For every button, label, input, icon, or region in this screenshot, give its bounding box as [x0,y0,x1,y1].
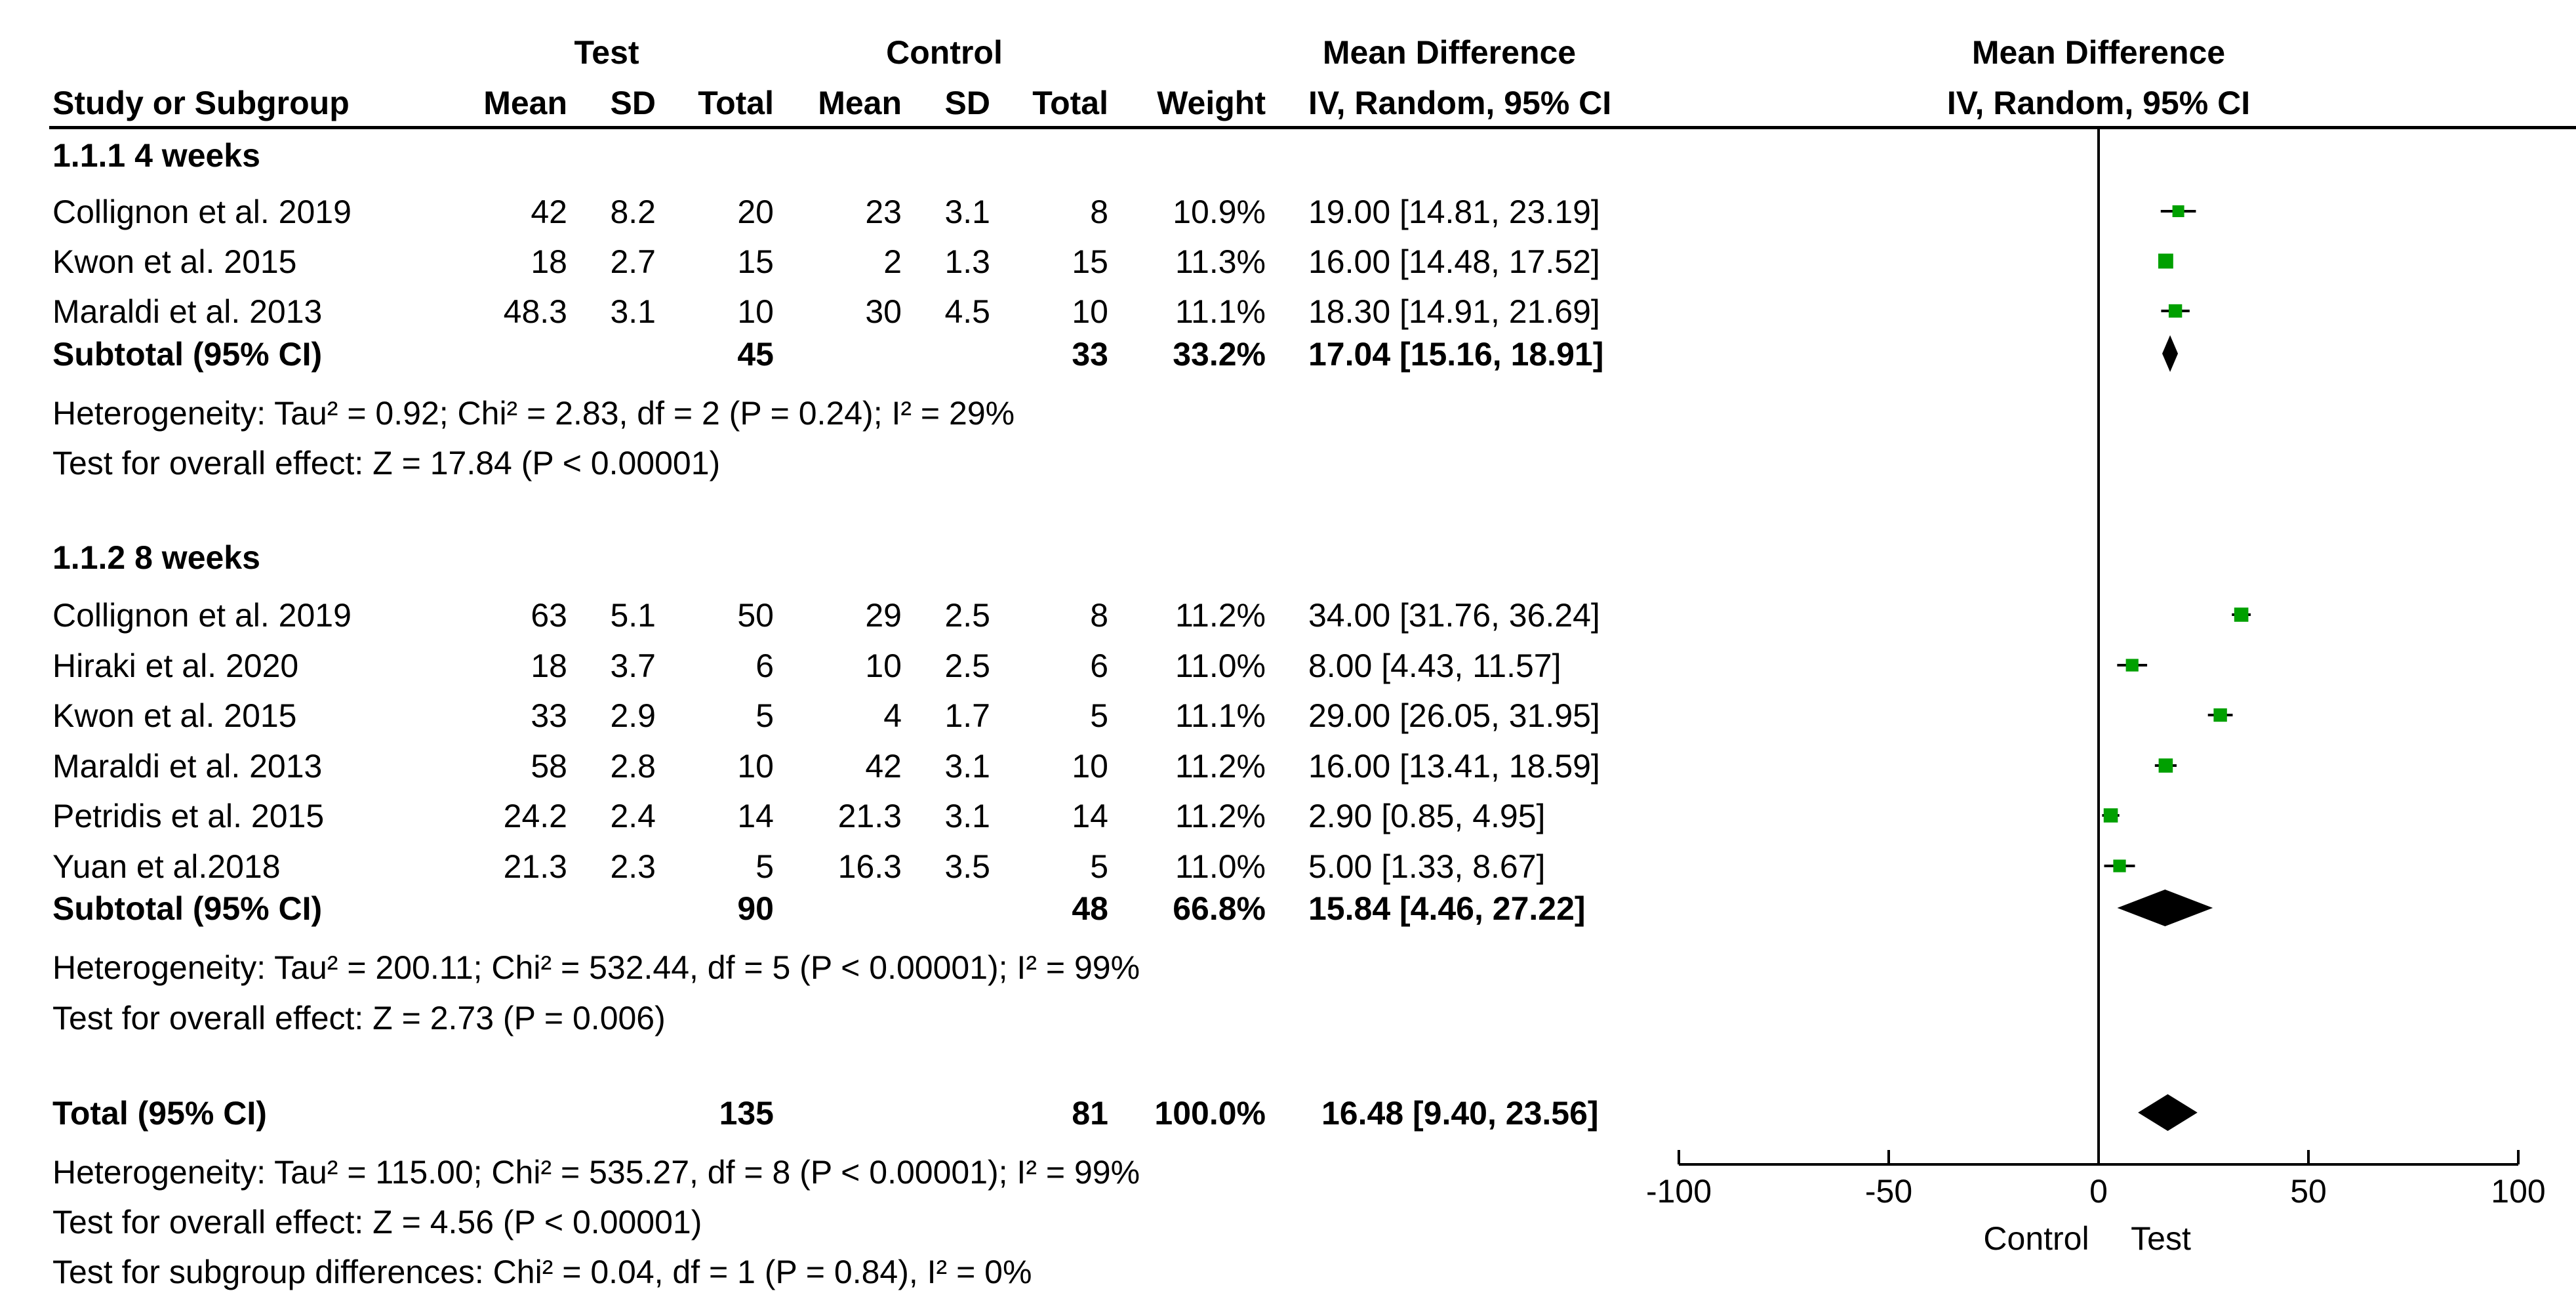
study-marker [2117,659,2147,671]
test-sd: 2.8 [610,748,656,785]
ci-value: 16.00 [13.41, 18.59] [1308,748,1600,785]
control-sd: 3.1 [944,194,990,230]
study-name: Maraldi et al. 2013 [52,748,323,785]
total-label: Total (95% CI) [52,1095,267,1132]
total-ci: 16.48 [9.40, 23.56] [1321,1095,1599,1132]
point-estimate-square [2126,659,2139,671]
study-name: Kwon et al. 2015 [52,243,297,280]
test-mean: 24.2 [503,798,567,834]
control-total: 5 [1090,848,1108,885]
weight-value: 11.2% [1175,748,1266,785]
test-mean: 18 [531,243,567,280]
control-sd: 2.5 [944,597,990,634]
point-estimate-square [2173,205,2184,217]
ci-value: 16.00 [14.48, 17.52] [1308,243,1600,280]
weight-value: 11.2% [1175,597,1266,634]
ci-value: 8.00 [4.43, 11.57] [1308,647,1561,684]
control-total: 5 [1090,697,1108,734]
control-sd: 4.5 [944,293,990,330]
subgroup-title: 1.1.2 8 weeks [52,539,260,576]
plot-subtitle: IV, Random, 95% CI [1946,85,2251,121]
subgroup-differences-text: Test for subgroup differences: Chi² = 0.04, df = 1 (P = 0.84), I² = 0% [52,1254,1032,1290]
study-marker [2232,607,2251,622]
test-mean: 18 [531,647,567,684]
control-mean: 42 [865,748,902,785]
total-control-total: 81 [1072,1095,1108,1132]
study-marker [2158,254,2173,269]
x-tick-label: -100 [1645,1173,1712,1210]
plot-title: Mean Difference [1971,34,2226,71]
test-sd: 2.9 [610,697,656,734]
test-total: 5 [755,848,774,885]
favours-control-label: Control [1983,1220,2089,1257]
study-name: Petridis et al. 2015 [52,798,325,834]
total-diamond [2138,1094,2198,1131]
study-name: Maraldi et al. 2013 [52,293,323,330]
point-estimate-square [2234,607,2249,622]
control-total: 14 [1072,798,1108,834]
test-total: 6 [755,647,774,684]
control-sd-header: SD [944,85,990,121]
control-mean: 21.3 [837,798,902,834]
ci-value: 5.00 [1.33, 8.67] [1308,848,1546,885]
control-total: 8 [1090,597,1108,634]
point-estimate-square [2104,808,2118,823]
control-mean-header: Mean [818,85,902,121]
total-overall-effect-text: Test for overall effect: Z = 4.56 (P < 0.00001) [52,1204,702,1240]
test-total: 15 [737,243,774,280]
weight-value: 10.9% [1173,194,1266,230]
test-mean: 48.3 [503,293,567,330]
subtotal-control-total: 48 [1072,890,1108,927]
test-sd: 2.3 [610,848,656,885]
subtotal-label: Subtotal (95% CI) [52,336,323,373]
test-total-header: Total [698,85,774,121]
test-mean: 58 [531,748,567,785]
marks-layer [2102,205,2250,1131]
weight-value: 11.0% [1175,848,1266,885]
ci-value: 34.00 [31.76, 36.24] [1308,597,1600,634]
test-sd: 8.2 [610,194,656,230]
test-total: 14 [737,798,774,834]
study-name: Kwon et al. 2015 [52,697,297,734]
test-total: 10 [737,293,774,330]
ci-header: IV, Random, 95% CI [1308,85,1612,121]
control-total-header: Total [1032,85,1108,121]
study-name: Hiraki et al. 2020 [52,647,299,684]
control-sd: 3.1 [944,748,990,785]
control-sd: 1.3 [944,243,990,280]
test-sd: 2.7 [610,243,656,280]
subtotal-weight: 33.2% [1173,336,1266,373]
point-estimate-square [2158,254,2173,269]
test-sd: 5.1 [610,597,656,634]
test-total: 20 [737,194,774,230]
subgroup-title: 1.1.1 4 weeks [52,137,260,174]
subtotal-ci: 15.84 [4.46, 27.22] [1308,890,1586,927]
test-sd-header: SD [610,85,656,121]
study-name: Yuan et al.2018 [52,848,281,885]
x-tick-label: 100 [2491,1173,2546,1210]
study-marker [2102,808,2119,823]
x-tick-label: 50 [2290,1173,2327,1210]
subtotal-ci: 17.04 [15.16, 18.91] [1308,336,1604,373]
total-weight: 100.0% [1154,1095,1266,1132]
point-estimate-square [2159,758,2173,773]
weight-value: 11.2% [1175,798,1266,834]
favours-test-label: Test [2131,1220,2191,1257]
control-mean: 16.3 [837,848,902,885]
control-sd: 1.7 [944,697,990,734]
study-name: Collignon et al. 2019 [52,597,352,634]
control-mean: 2 [883,243,902,280]
heterogeneity-text: Heterogeneity: Tau² = 0.92; Chi² = 2.83, df = 2 (P = 0.24); I² = 29% [52,395,1015,432]
ci-value: 2.90 [0.85, 4.95] [1308,798,1546,834]
study-marker [2208,708,2233,722]
study-column-header: Study or Subgroup [52,85,350,121]
control-total: 10 [1072,748,1108,785]
control-sd: 2.5 [944,647,990,684]
control-total: 15 [1072,243,1108,280]
test-mean: 21.3 [503,848,567,885]
control-sd: 3.1 [944,798,990,834]
study-marker [2161,304,2189,318]
test-mean: 42 [531,194,567,230]
x-tick-label: -50 [1864,1173,1913,1210]
weight-value: 11.1% [1175,293,1266,330]
test-mean: 63 [531,597,567,634]
subtotal-label: Subtotal (95% CI) [52,890,323,927]
study-name: Collignon et al. 2019 [52,194,352,230]
test-group-header: Test [574,34,639,71]
control-total: 10 [1072,293,1108,330]
control-mean: 10 [865,647,902,684]
test-mean: 33 [531,697,567,734]
weight-value: 11.0% [1175,647,1266,684]
subtotal-weight: 66.8% [1173,890,1266,927]
study-marker [2161,205,2196,217]
subtotal-diamond [2118,890,2213,926]
control-mean: 29 [865,597,902,634]
ci-value: 19.00 [14.81, 23.19] [1308,194,1600,230]
x-axis [1646,1150,2546,1257]
md-column-title: Mean Difference [1322,34,1577,71]
point-estimate-square [2213,708,2226,722]
point-estimate-square [2113,859,2125,872]
point-estimate-square [2169,304,2182,318]
control-group-header: Control [886,34,1003,71]
control-total: 8 [1090,194,1108,230]
test-sd: 3.7 [610,647,656,684]
subtotal-diamond [2162,335,2178,372]
control-mean: 23 [865,194,902,230]
test-sd: 3.1 [610,293,656,330]
weight-header: Weight [1157,85,1266,121]
total-heterogeneity-text: Heterogeneity: Tau² = 115.00; Chi² = 535.27, df = 8 (P < 0.00001); I² = 99% [52,1154,1140,1191]
heterogeneity-text: Heterogeneity: Tau² = 200.11; Chi² = 532.44, df = 5 (P < 0.00001); I² = 99% [52,949,1140,986]
overall-effect-text: Test for overall effect: Z = 17.84 (P < 0.00001) [52,445,721,482]
ci-value: 29.00 [26.05, 31.95] [1308,697,1600,734]
control-mean: 30 [865,293,902,330]
subtotal-test-total: 45 [737,336,774,373]
weight-value: 11.3% [1175,243,1266,280]
study-marker [2104,859,2135,872]
control-sd: 3.5 [944,848,990,885]
subtotal-control-total: 33 [1072,336,1108,373]
ci-value: 18.30 [14.91, 21.69] [1308,293,1600,330]
total-test-total: 135 [719,1095,774,1132]
weight-value: 11.1% [1175,697,1266,734]
overall-effect-text: Test for overall effect: Z = 2.73 (P = 0.006) [52,1000,666,1036]
test-total: 50 [737,597,774,634]
test-sd: 2.4 [610,798,656,834]
control-total: 6 [1090,647,1108,684]
subtotal-test-total: 90 [737,890,774,927]
test-mean-header: Mean [483,85,567,121]
control-mean: 4 [883,697,902,734]
test-total: 10 [737,748,774,785]
test-total: 5 [755,697,774,734]
x-tick-label: 0 [2089,1173,2108,1210]
study-marker [2155,758,2177,773]
